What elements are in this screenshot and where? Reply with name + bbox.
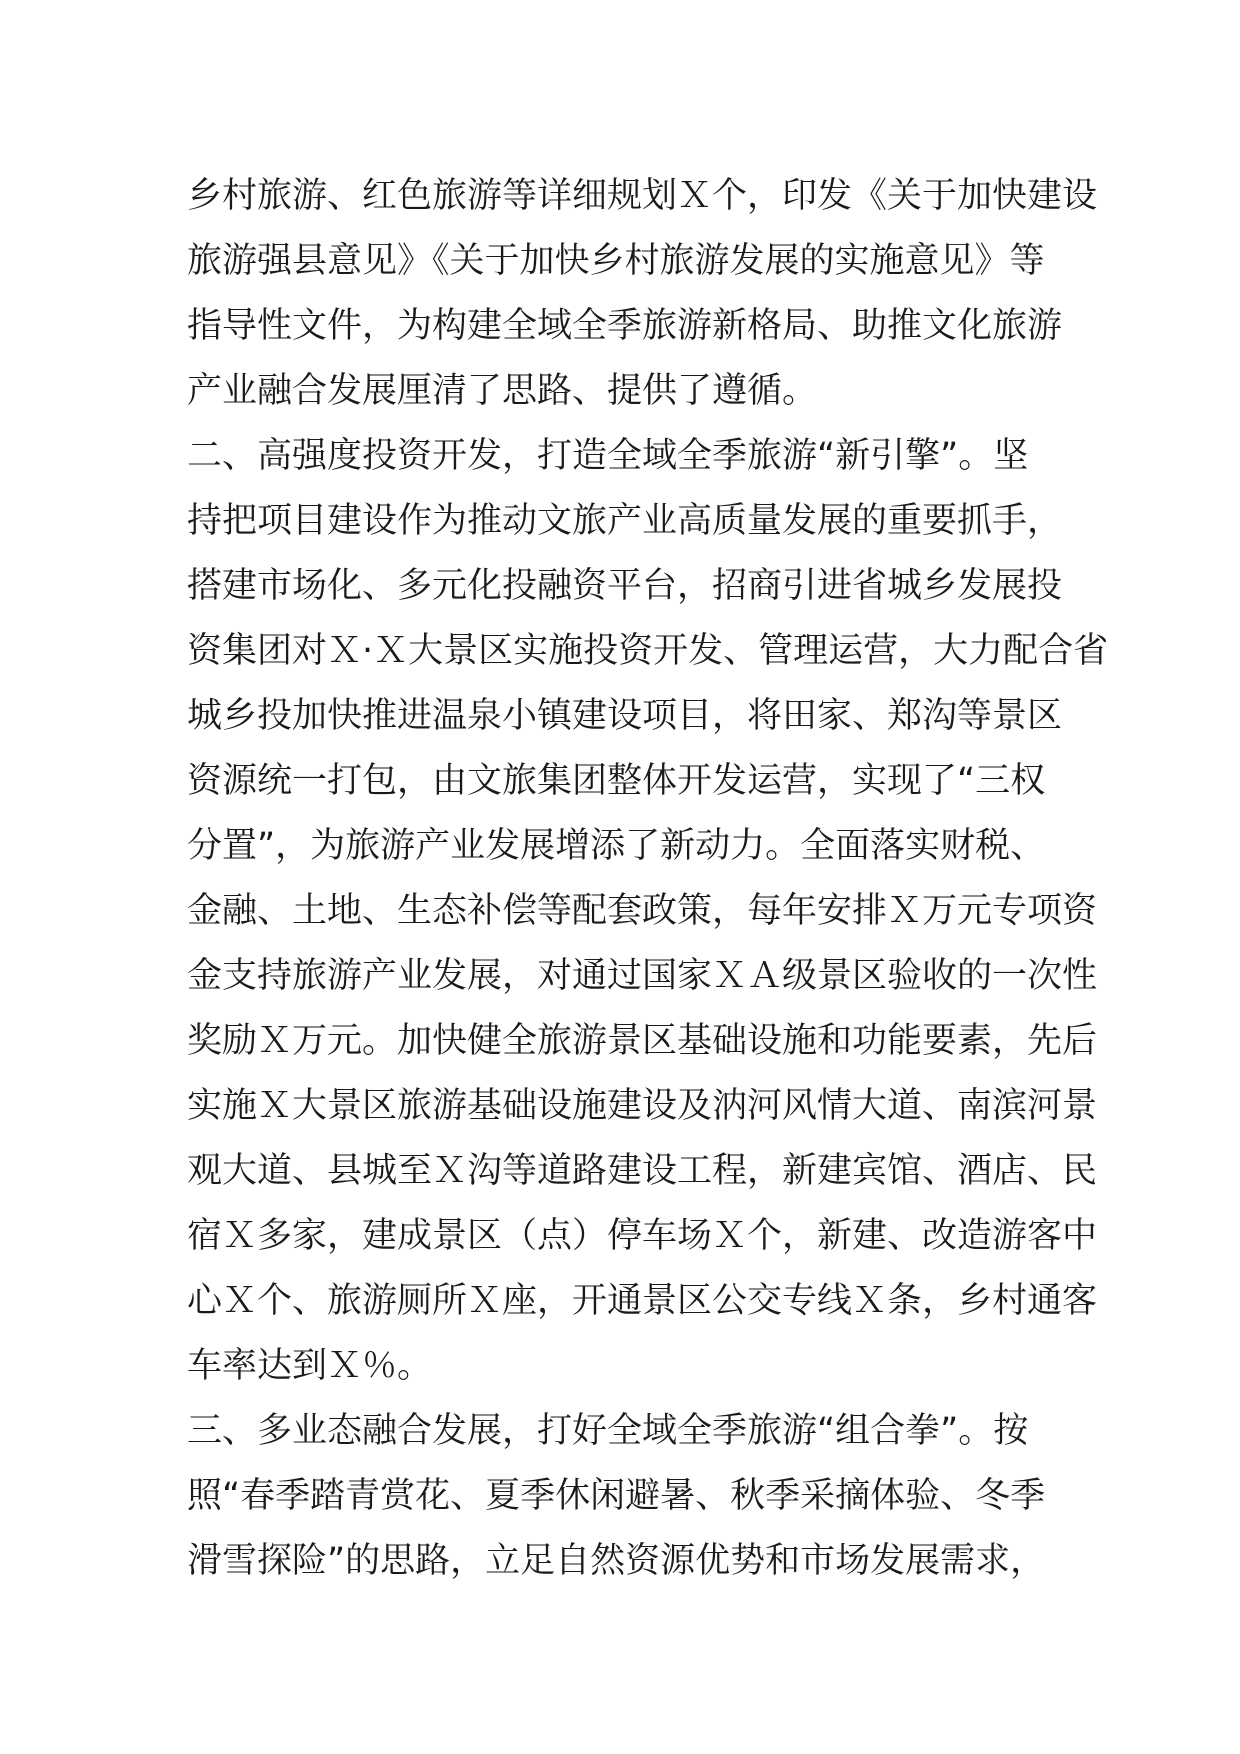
text-line: 分置”，为旅游产业发展增添了新动力。全面落实财税、 — [187, 826, 1046, 866]
text-line: 心Ｘ个、旅游厕所Ｘ座，开通景区公交专线Ｘ条，乡村通客 — [187, 1281, 1098, 1321]
text-line: 乡村旅游、红色旅游等详细规划Ｘ个，印发《关于加快建设 — [187, 176, 1098, 216]
text-line: 实施Ｘ大景区旅游基础设施建设及汭河风情大道、南滨河景 — [187, 1086, 1098, 1126]
text-line: 产业融合发展厘清了思路、提供了遵循。 — [187, 371, 818, 411]
text-line: 金支持旅游产业发展，对通过国家ＸＡ级景区验收的一次性 — [187, 956, 1098, 996]
section-heading-line: 二、高强度投资开发，打造全域全季旅游“新引擎”。坚 — [187, 436, 1029, 476]
text-line: 滑雪探险”的思路，立足自然资源优势和市场发展需求， — [187, 1541, 1046, 1581]
text-line: 城乡投加快推进温泉小镇建设项目，将田家、郑沟等景区 — [187, 696, 1063, 736]
section-heading-line: 三、多业态融合发展，打好全域全季旅游“组合拳”。按 — [187, 1411, 1029, 1451]
text-line: 资集团对Ｘ·Ｘ大景区实施投资开发、管理运营，大力配合省 — [187, 631, 1109, 671]
text-line: 奖励Ｘ万元。加快健全旅游景区基础设施和功能要素，先后 — [187, 1021, 1098, 1061]
text-line: 资源统一打包，由文旅集团整体开发运营，实现了“三权 — [187, 761, 1046, 801]
text-line: 观大道、县城至Ｘ沟等道路建设工程，新建宾馆、酒店、民 — [187, 1151, 1098, 1191]
text-line: 旅游强县意见》《关于加快乡村旅游发展的实施意见》等 — [187, 241, 1045, 281]
text-line: 搭建市场化、多元化投融资平台，招商引进省城乡发展投 — [187, 566, 1063, 606]
text-line: 车率达到Ｘ％。 — [187, 1346, 433, 1386]
text-line: 指导性文件，为构建全域全季旅游新格局、助推文化旅游 — [187, 306, 1063, 346]
text-line: 宿Ｘ多家，建成景区（点）停车场Ｘ个，新建、改造游客中 — [187, 1216, 1098, 1256]
text-line: 照“春季踏青赏花、夏季休闲避暑、秋季采摘体验、冬季 — [187, 1476, 1046, 1516]
text-line: 持把项目建设作为推动文旅产业高质量发展的重要抓手， — [187, 501, 1063, 541]
text-line: 金融、土地、生态补偿等配套政策，每年安排Ｘ万元专项资 — [187, 891, 1098, 931]
